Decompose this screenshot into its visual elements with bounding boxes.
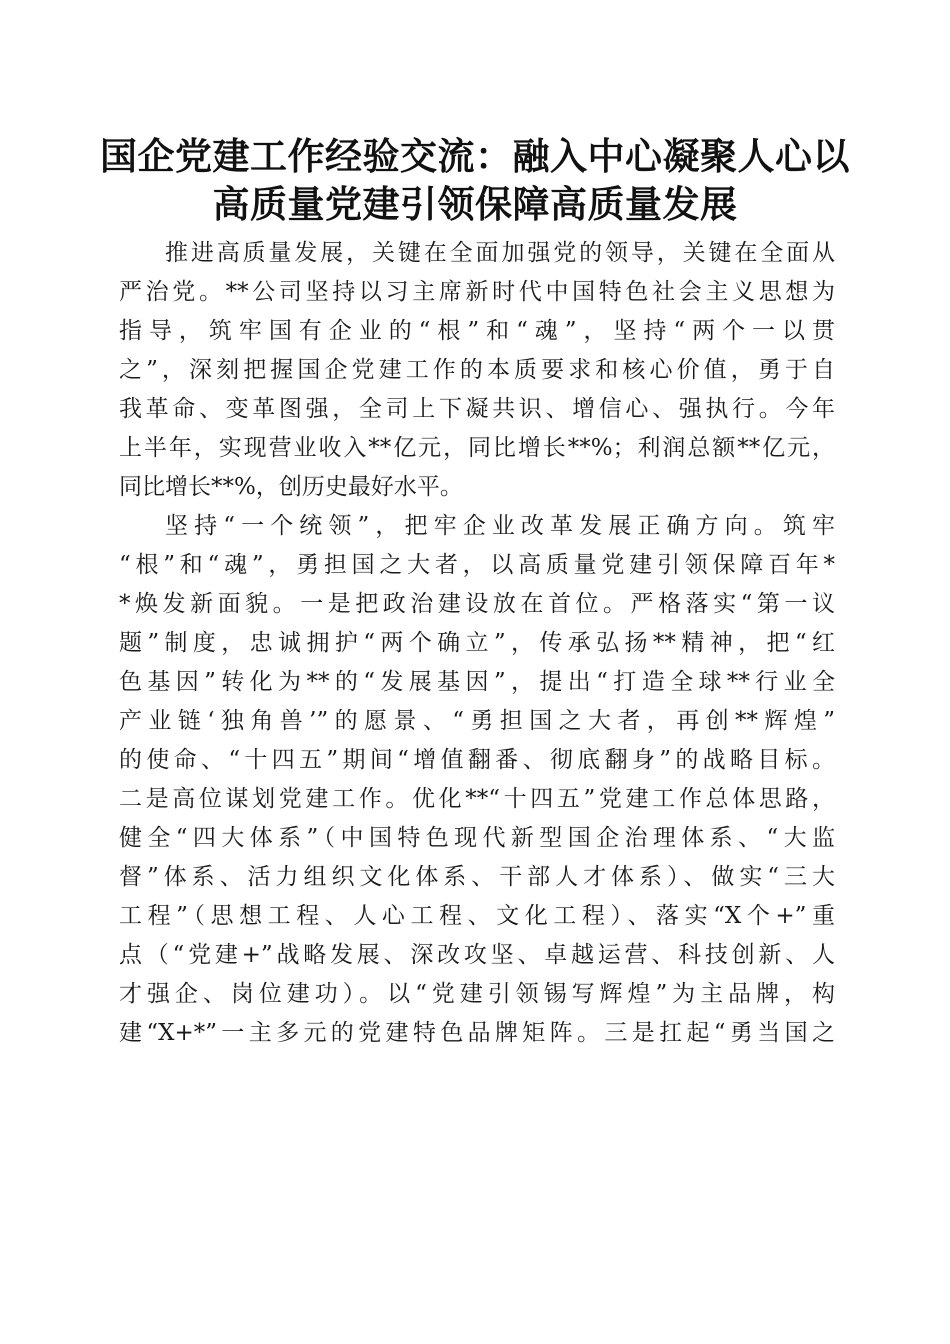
text-line: 推进高质量发展，关键在全面加强党的领导，关键在全面从 xyxy=(165,240,835,266)
text-line: 色基因”转化为**的“发展基因”，提出“打造全球**行业全 xyxy=(119,669,835,695)
document-body xyxy=(119,234,835,1053)
title-line-2: 高质量党建引领保障高质量发展 xyxy=(212,182,738,226)
text-line: 坚持“一个统领”，把牢企业改革发展正确方向。筑牢 xyxy=(165,513,835,539)
text-line: 督”体系、活力组织文化体系、干部人才体系）、做实“三大 xyxy=(119,864,835,890)
text-line: *焕发新面貌。一是把政治建设放在首位。严格落实“第一议 xyxy=(119,591,835,617)
paragraph-2 xyxy=(119,507,835,1053)
text-line: 建“X+*”一主多元的党建特色品牌矩阵。三是扛起“勇当国之 xyxy=(119,1020,835,1046)
title-line-1: 国企党建工作经验交流：融入中心凝聚人心以 xyxy=(100,134,850,178)
text-line: 指导，筑牢国有企业的“根”和“魂”，坚持“两个一以贯 xyxy=(119,318,835,344)
text-line: 严治党。**公司坚持以习主席新时代中国特色社会主义思想为 xyxy=(119,279,835,305)
paragraph-1 xyxy=(119,234,835,507)
text-line: 的使命、“十四五”期间“增值翻番、彻底翻身”的战略目标。 xyxy=(119,747,835,773)
text-line: “根”和“魂”，勇担国之大者，以高质量党建引领保障百年* xyxy=(119,552,835,578)
text-line: 工程”（思想工程、人心工程、文化工程）、落实“X个+”重 xyxy=(119,903,835,929)
text-line: 上半年，实现营业收入**亿元，同比增长**%；利润总额**亿元， xyxy=(119,435,835,461)
text-line: 健全“四大体系”（中国特色现代新型国企治理体系、“大监 xyxy=(119,825,835,851)
text-line: 才强企、岗位建功）。以“党建引领锡写辉煌”为主品牌，构 xyxy=(119,981,835,1007)
text-line: 二是高位谋划党建工作。优化**“十四五”党建工作总体思路， xyxy=(119,786,835,812)
text-line: 同比增长**%，创历史最好水平。 xyxy=(119,474,463,500)
text-line: 题”制度，忠诚拥护“两个确立”，传承弘扬**精神，把“红 xyxy=(119,630,835,656)
text-line: 产业链‘独角兽’”的愿景、“勇担国之大者，再创**辉煌” xyxy=(119,708,835,734)
text-line: 点（“党建+”战略发展、深改攻坚、卓越运营、科技创新、人 xyxy=(119,942,835,968)
document-title xyxy=(100,132,850,228)
text-line: 我革命、变革图强，全司上下凝共识、增信心、强执行。今年 xyxy=(119,396,835,422)
text-line: 之”，深刻把握国企党建工作的本质要求和核心价值，勇于自 xyxy=(119,357,835,383)
